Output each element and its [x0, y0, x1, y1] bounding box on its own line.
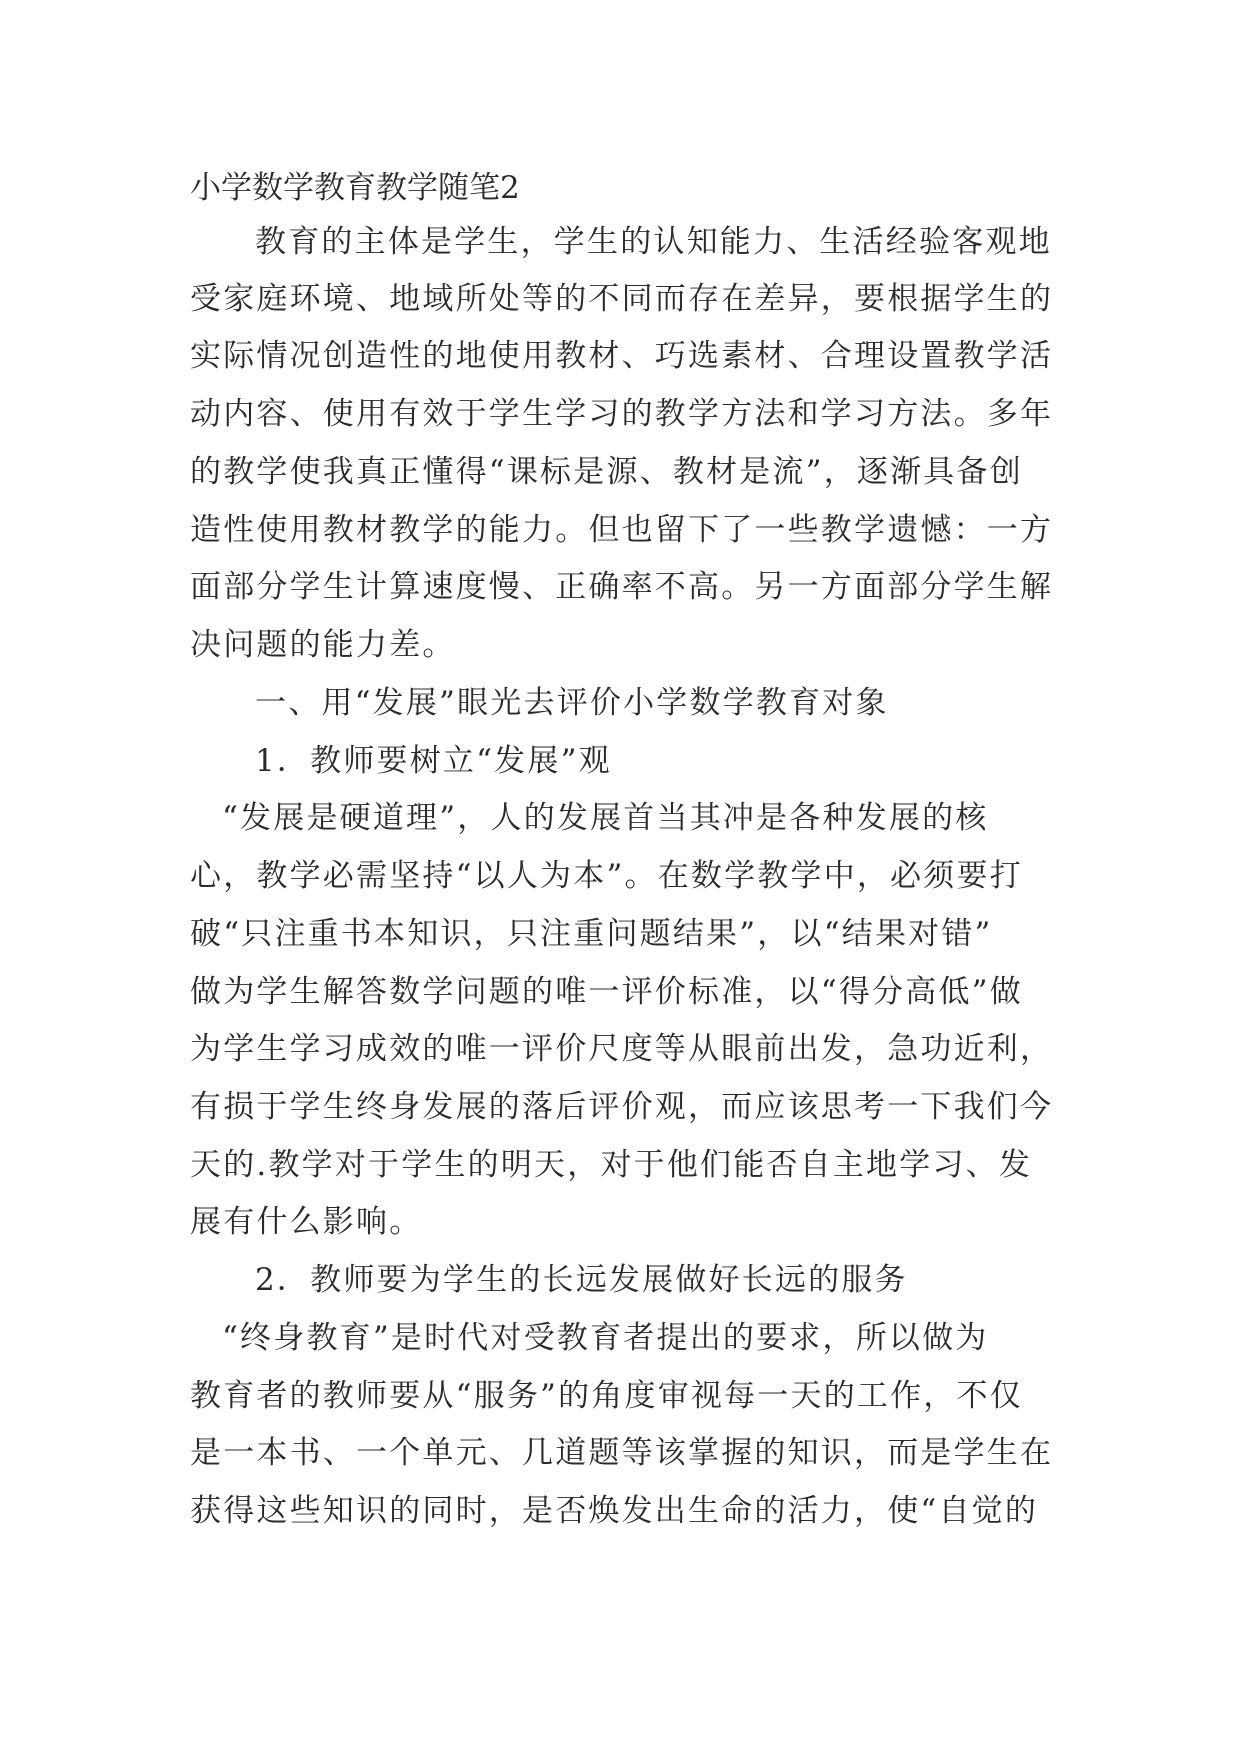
paragraph-line: 心，教学必需坚持“以人为本”。在数学教学中，必须要打	[190, 858, 1023, 894]
paragraph-line: 决问题的能力差。	[190, 627, 456, 663]
paragraph-line: 动内容、使用有效于学生学习的教学方法和学习方法。多年	[190, 396, 1054, 432]
paragraph-line: 教育者的教师要从“服务”的角度审视每一天的工作，不仅	[190, 1378, 1023, 1414]
paragraph-line: 展有什么影响。	[190, 1204, 423, 1240]
paragraph-line: 天的.教学对于学生的明天，对于他们能否自主地学习、发	[190, 1147, 1033, 1183]
paragraph-line: 有损于学生终身发展的落后评价观，而应该思考一下我们今	[190, 1089, 1054, 1125]
paragraph-line: 做为学生解答数学问题的唯一评价标准，以“得分高低”做	[190, 974, 1023, 1010]
paragraph-line: 获得这些知识的同时，是否焕发出生命的活力，使“自觉的	[190, 1493, 1039, 1529]
section-heading: 一、用“发展”眼光去评价小学数学教育对象	[255, 685, 889, 721]
paragraph-line: 面部分学生计算速度慢、正确率不高。另一方面部分学生解	[190, 569, 1054, 605]
paragraph-line: 破“只注重书本知识，只注重问题结果”，以“结果对错”	[190, 916, 993, 952]
subsection-heading: 2．教师要为学生的长远发展做好长远的服务	[255, 1262, 908, 1298]
paragraph-line: 为学生学习成效的唯一评价尺度等从眼前出发，急功近利，	[190, 1031, 1054, 1067]
paragraph-line: 的教学使我真正懂得“课标是源、教材是流”，逐渐具备创	[190, 454, 1023, 490]
paragraph-line: 实际情况创造性的地使用教材、巧选素材、合理设置教学活	[190, 338, 1054, 374]
paragraph-line: 教育的主体是学生，学生的认知能力、生活经验客观地	[255, 224, 1052, 260]
paragraph-line: 造性使用教材教学的能力。但也留下了一些教学遗憾：一方	[190, 512, 1054, 548]
document-title: 小学数学教育教学随笔2	[190, 170, 520, 206]
paragraph-line: 是一本书、一个单元、几道题等该掌握的知识，而是学生在	[190, 1435, 1054, 1471]
paragraph-line: “终身教育”是时代对受教育者提出的要求，所以做为	[222, 1320, 989, 1356]
subsection-heading: 1．教师要树立“发展”观	[255, 743, 612, 779]
paragraph-line: 受家庭环境、地域所处等的不同而存在差异，要根据学生的	[190, 281, 1054, 317]
paragraph-line: “发展是硬道理”，人的发展首当其冲是各种发展的核	[222, 800, 989, 836]
